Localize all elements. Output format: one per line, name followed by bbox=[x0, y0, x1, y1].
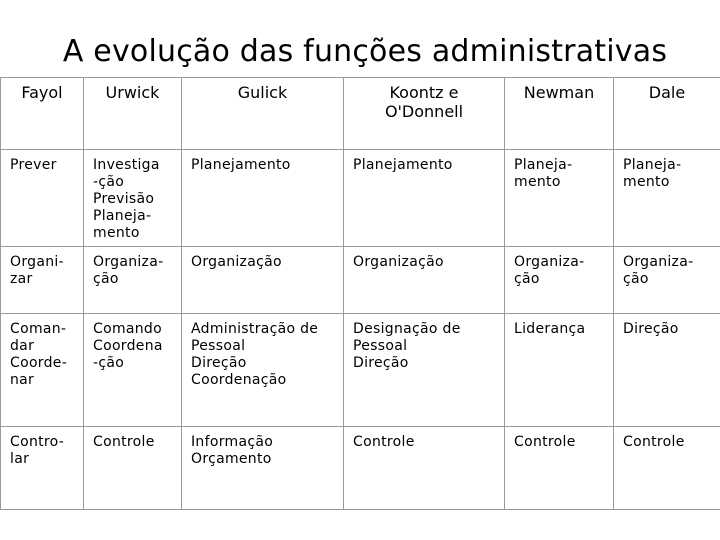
header-gulick: Gulick bbox=[182, 78, 344, 150]
table-cell: Controle bbox=[84, 427, 182, 510]
table-row-planning bbox=[1, 150, 720, 247]
table-row-organizing bbox=[1, 247, 720, 314]
header-dale: Dale bbox=[614, 78, 720, 150]
table-cell: Organiza- ção bbox=[84, 247, 182, 314]
table-cell: Planejamento bbox=[344, 150, 505, 247]
table-cell: Designação de Pessoal Direção bbox=[344, 314, 505, 427]
table-cell: Administração de Pessoal Direção Coordenação bbox=[182, 314, 344, 427]
table-cell: Prever bbox=[1, 150, 84, 247]
table-cell: Contro- lar bbox=[1, 427, 84, 510]
functions-table bbox=[0, 77, 720, 510]
header-koontz-odonnell: Koontz e O'Donnell bbox=[344, 78, 505, 150]
header-newman: Newman bbox=[505, 78, 614, 150]
table-cell: Controle bbox=[505, 427, 614, 510]
table-cell: Informação Orçamento bbox=[182, 427, 344, 510]
table-cell: Comando Coordena -ção bbox=[84, 314, 182, 427]
table-cell: Organiza- ção bbox=[614, 247, 720, 314]
table-cell: Controle bbox=[614, 427, 720, 510]
table-cell: Organização bbox=[344, 247, 505, 314]
table-cell: Planeja- mento bbox=[614, 150, 720, 247]
table-cell: Investiga -ção Previsão Planeja- mento bbox=[84, 150, 182, 247]
header-row bbox=[1, 78, 720, 150]
table-cell: Organização bbox=[182, 247, 344, 314]
table-cell: Liderança bbox=[505, 314, 614, 427]
table-cell: Planejamento bbox=[182, 150, 344, 247]
table-cell: Coman- dar Coorde- nar bbox=[1, 314, 84, 427]
table-row-controlling bbox=[1, 427, 720, 510]
header-fayol: Fayol bbox=[1, 78, 84, 150]
table-cell: Direção bbox=[614, 314, 720, 427]
slide-title: A evolução das funções administrativas bbox=[62, 34, 668, 69]
table-row-directing bbox=[1, 314, 720, 427]
table-cell: Planeja- mento bbox=[505, 150, 614, 247]
table-cell: Organiza- ção bbox=[505, 247, 614, 314]
table-cell: Controle bbox=[344, 427, 505, 510]
header-urwick: Urwick bbox=[84, 78, 182, 150]
table-cell: Organi- zar bbox=[1, 247, 84, 314]
